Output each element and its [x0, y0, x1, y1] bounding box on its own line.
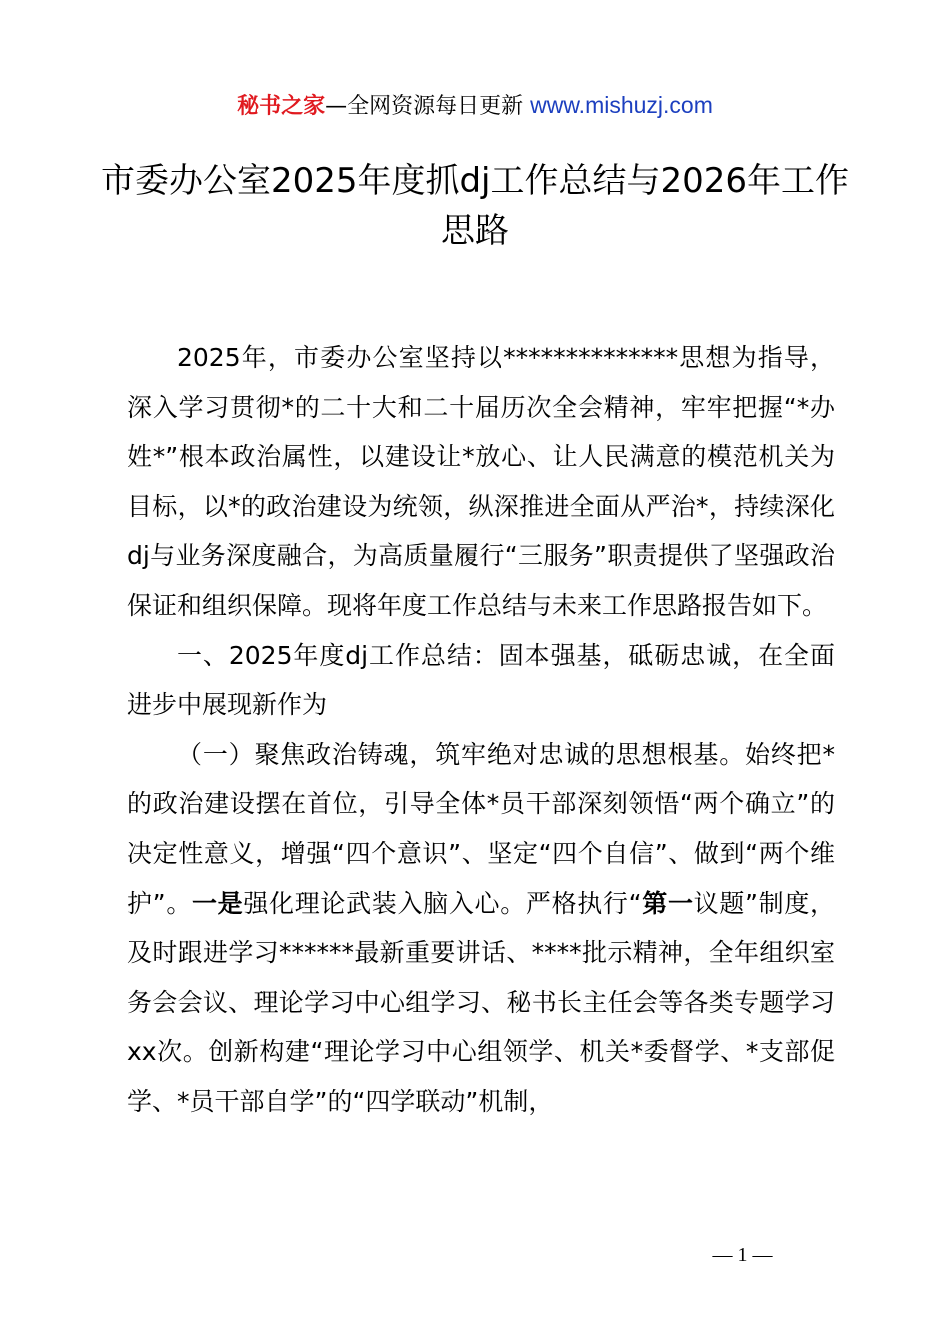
paragraph-text: 强化理论武装入脑入心。严格执行“ [243, 888, 642, 918]
document-title: 市委办公室2025年度抓dj工作总结与2026年工作思路 [100, 161, 850, 251]
section-heading: 一、2025年度dj工作总结：固本强基，砥砺忠诚，在全面进步中展现新作为 [127, 640, 835, 720]
page-number: — 1 — [712, 1244, 773, 1266]
paragraph-text: 议题”制度，及时跟进学习******最新重要讲话、****批示精神，全年组织室务会会议、理论学习中心组学习、秘书长主任会等各类专题学习xx次。创新构建“理论学习中心组领学、机关*委督学、*支部促学、*员干部自学”的“四学联动”机制， [127, 888, 836, 1116]
paragraph-text: （一）聚焦政治铸魂，筑牢绝对忠诚的思想根基。始终把*的政治建设摆在首位，引导全体*员干部深刻领悟“两个确立”的决定性意义，增强“四个意识”、坚定“四个自信”、做到“两个维护”。 [127, 739, 835, 918]
intro-paragraph: 2025年，市委办公室坚持以**************思想为指导，深入学习贯彻*的二十大和二十届历次全会精神，牢牢把握“*办姓*”根本政治属性，以建设让*放心、让人民满意的模范机关为目标，以*的政治建设为统领，纵深推进全面从严治*，持续深化dj与业务深度融合，为高质量履行“三服务”职责提供了坚强政治保证和组织保障。现将年度工作总结与未来工作思路报告如下。 [127, 343, 835, 620]
document-body [127, 333, 835, 1127]
bold-emphasis: 第一 [641, 888, 694, 918]
subsection-paragraph [127, 730, 835, 1127]
bold-lead-in: 一是 [192, 888, 244, 918]
banner-tagline: —全网资源每日更新 [325, 94, 524, 119]
site-url-link[interactable]: www.mishuzj.com [530, 92, 713, 118]
brand-name: 秘书之家 [237, 94, 326, 119]
site-banner [0, 88, 950, 124]
